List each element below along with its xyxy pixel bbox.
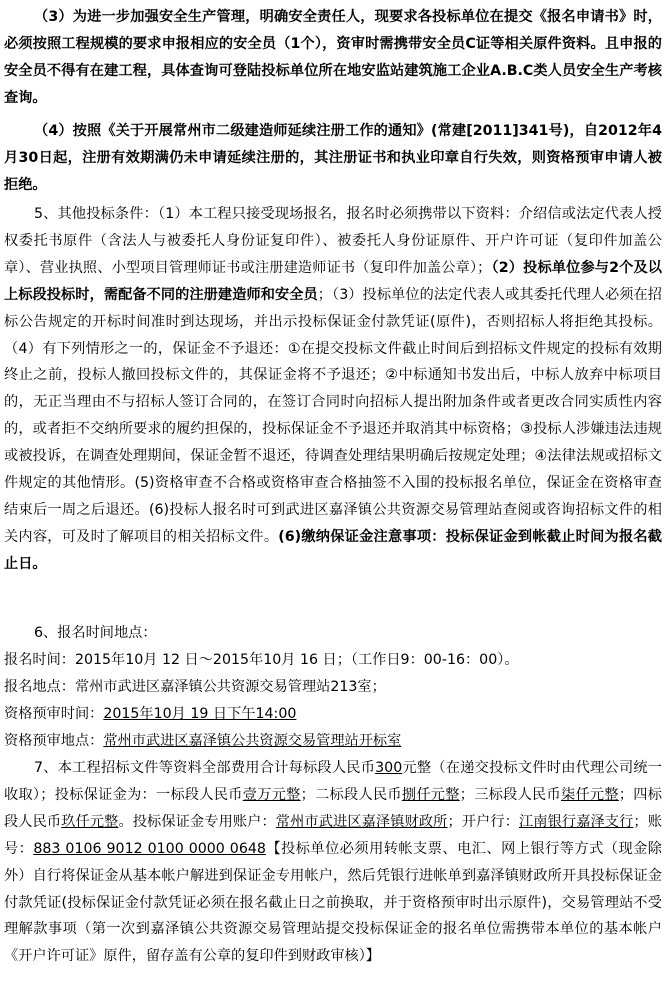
deposit-lot-2: 捌仟元整 — [401, 786, 460, 803]
deposit-lot-3: 柒仟元整 — [560, 786, 619, 803]
deposit-lot-4: 玖仟元整 — [61, 813, 119, 830]
deposit-lot-1: 壹万元整 — [242, 786, 301, 803]
fee-text-1: 7、本工程招标文件等资料全部费用合计每标段人民币 — [34, 760, 376, 776]
document-fee: 300 — [375, 760, 403, 776]
clause-5-body: ；（3）投标单位的法定代表人或其委托代理人必须在招标公告规定的开标时间准时到达现场，并出示投标保证金付款凭证(原件)，否则招标人将拒绝其投标。（4）有下列情形之一的，保证金不予退还：①在提交投标文件截止时间后到招标文件规定的投标有效期终止之前，投标人撤回投标文件的，其保证金将不予退还；②中标通知书发出后，中标人放弃中标项目的，无正当理由不与招标人签订合同的，在签订合同时向招标人提出附加条件或者更改合同实质性内容的，或者拒不交纳所要求的履约担保的，投标保证金不予退还并取消其中标资格；③投标人涉嫌违法违规或被投诉，在调查处理期间，保证金暂不退还，待调查处理结果明确后按规定处理；④法律法规或招标文件规定的其他情形。(5)资格审查不合格或资格审查合格抽签不入围的投标报名单位，保证金在资格审查结束后一周之后退还。(6)投标人报名时可到武进区嘉泽镇公共资源交易管理站查阅或咨询招标文件的相关内容，可及时了解项目的相关招标文件。 — [4, 286, 662, 545]
prequalification-time — [4, 701, 296, 728]
clause-3-safety-officer: （3）为进一步加强安全生产管理，明确安全责任人，现要求各投标单位在提交《报名申请书》时，必须按照工程规模的要求申报相应的安全员（1个），资审时需携带安全员C证等相关原件资料。且申报的安全员不得有在建工程，具体查询可登陆投标单位所在地安监站建筑施工企业A.B.C类人员安全生产考核查询。 — [4, 9, 662, 106]
prequalification-place — [4, 728, 401, 755]
account-name: 常州市武进区嘉泽镇财政所 — [275, 813, 448, 830]
clause-5-intro: 5、其他投标条件：（1）本工程只接受现场报名，报名时必须携带以下资料：介绍信或法定代表人授权委托书原件（含法人与被委托人身份证复印件）、被委托人身份证原件、开户许可证（复印件加盖公章）、营业执照、小型项目管理师证书或注册建造师证书（复印件加盖公章）； — [4, 206, 662, 276]
prequal-place-value: 常州市武进区嘉泽镇公共资源交易管理站开标室 — [103, 733, 402, 749]
fee-text-3: ；二标段人民币 — [300, 786, 402, 803]
registration-time: 报名时间：2015年10月 12 日～2015年10月 16 日；（工作日9：00-16：00）。 — [4, 652, 519, 668]
prequal-place-label: 资格预审地点： — [4, 733, 104, 749]
fee-text-5: ；四标段人民币 — [4, 786, 662, 830]
fee-text-4: ；三标段人民币 — [459, 786, 561, 803]
fee-text-6: 。投标保证金专用账户： — [118, 813, 276, 830]
clause-4-constructor-registration: （4）按照《关于开展常州市二级建造师延续注册工作的通知》(常建[2011]341号)，自2012年4月30日起，注册有效期满仍未申请延续注册的，其注册证书和执业印章自行失效，则资格预审申请人被拒绝。 — [4, 123, 662, 193]
bank-name: 江南银行嘉泽支行 — [518, 813, 634, 830]
fee-text-7: ；开户行： — [447, 813, 519, 830]
clause-7-fees-deposit — [4, 755, 662, 970]
fee-text-8: ；账号： — [4, 813, 662, 857]
section-6-heading: 6、报名时间地点： — [34, 625, 157, 641]
clause-5-other-conditions — [4, 201, 662, 578]
fee-text-2: 元整（在递交投标文件时由代理公司统一收取）；投标保证金为：一标段人民币 — [4, 760, 662, 803]
clause-5-deposit-note: (6)缴纳保证金注意事项：投标保证金到帐截止时间为报名截止日。 — [4, 528, 662, 572]
deposit-instructions: 【投标单位必须用转帐支票、电汇、网上银行等方式（现金除外）自行将保证金从基本帐户解进到保证金专用帐户，然后凭银行进帐单到嘉泽镇财政所开具投标保证金付款凭证(投标保证金付款凭证必须在报名截止日之前换取，并于资格预审时出示原件)，交易管理站不受理解款事项（第一次到嘉泽镇公共资源交易管理站提交投标保证金的报名单位需携带本单位的基本帐户《开户许可证》原件，留存盖有公章的复印件到财政审核）】 — [4, 840, 662, 965]
registration-place: 报名地点：常州市武进区嘉泽镇公共资源交易管理站213室； — [4, 679, 386, 695]
prequal-time-value: 2015年10月 19 日下午14:00 — [103, 706, 297, 722]
account-number: 883 0106 9012 0100 0000 0648 — [33, 840, 266, 857]
prequal-time-label: 资格预审时间： — [4, 706, 104, 722]
clause-5-item-2: （2）投标单位参与2个及以上标段投标时，需配备不同的注册建造师和安全员 — [4, 259, 662, 303]
